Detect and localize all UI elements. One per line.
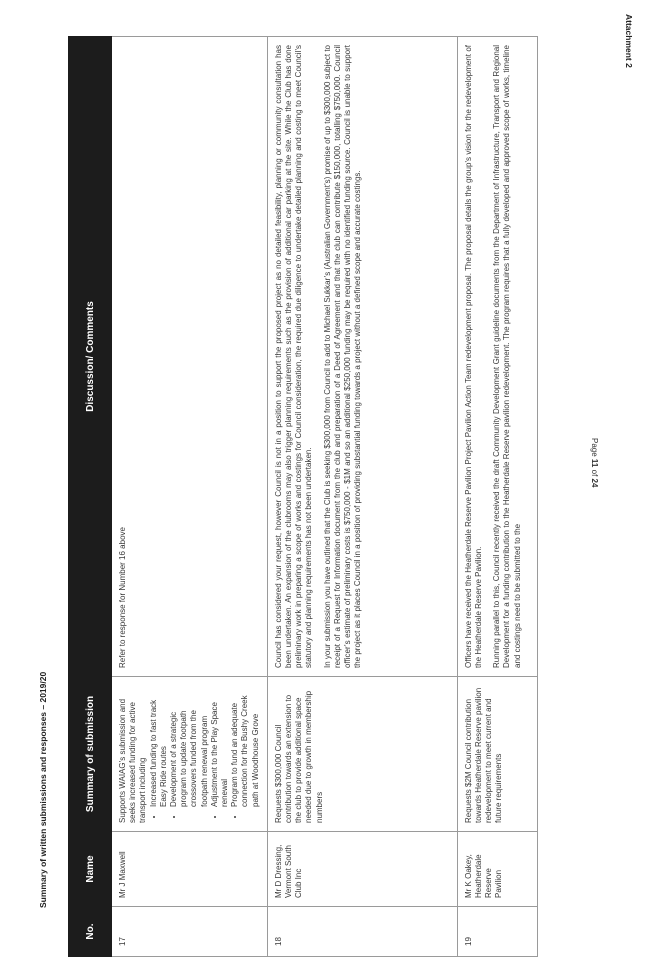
page-separator: of bbox=[590, 469, 599, 477]
row-number: 17 bbox=[112, 907, 268, 957]
page-total: 24 bbox=[590, 478, 599, 488]
table-row bbox=[112, 37, 268, 957]
table-header-row bbox=[69, 37, 112, 957]
summary-intro: Requests $300,000 Council contribution towards an extension to the club to provide additional space needed due to growth in membership numbers bbox=[273, 690, 324, 823]
column-header-summary: Summary of submission bbox=[69, 677, 112, 832]
row-discussion bbox=[457, 37, 537, 677]
table-row bbox=[267, 37, 457, 957]
row-number: 19 bbox=[457, 907, 537, 957]
submissions-table bbox=[68, 36, 538, 957]
row-number: 18 bbox=[267, 907, 457, 957]
discussion-paragraph: Council has considered your request, however Council is not in a position to support the proposed project as no detailed feasibility, planning or community consultation has been undertaken. An expansion of the clubrooms may also trigger planning requirements such as the provision of additional car parking at the site. While the Club has done preliminary work in preparing a scope of works and costings for Council consideration, the required due diligence to undertake detailed planning and costing to meet Council’s statutory and planning requirements has not been undertaken. bbox=[273, 45, 314, 668]
summary-bullet: • Adjustment to the Play Space renewal bbox=[210, 685, 230, 807]
summary-bullet: • Development of a strategic program to update footpath crossovers funded from the footpath renewal program bbox=[169, 685, 210, 807]
row-name: Mr J Maxwell bbox=[112, 832, 268, 907]
column-header-discussion: Discussion/ Comments bbox=[69, 37, 112, 677]
summary-bullet: • Increased funding to fast track Easy Ride routes bbox=[149, 685, 169, 807]
summary-bullet: • Program to fund an adequate connection for the Bushy Creek path at Woodhouse Grove bbox=[230, 685, 261, 807]
discussion-paragraph: Refer to response for Number 16 above bbox=[118, 527, 127, 668]
column-header-name: Name bbox=[69, 832, 112, 907]
row-discussion bbox=[267, 37, 457, 677]
discussion-paragraph: Running parallel to this, Council recently received the draft Community Development Grant guideline documents from the Department of Infrastructure, Transport and Regional Development for a funding contribution to the Heatherdale Reserve pavilion redevelopment. The program requires that a fully developed and approved scope of works, timeline and costings need to be submitted to the bbox=[492, 45, 522, 668]
column-header-no: No. bbox=[69, 907, 112, 957]
table-row bbox=[457, 37, 537, 957]
page-number bbox=[585, 438, 599, 498]
attachment-label: Attachment 2 bbox=[624, 14, 634, 68]
summary-intro: Supports WAIAG’s submission and seeks increased funding for active transport including bbox=[118, 698, 148, 823]
submissions-table-container bbox=[68, 37, 568, 957]
row-name: Mr D Dressing, Vermont South Club Inc bbox=[267, 832, 457, 907]
document-title: Summary of written submissions and responses – 2019/20 bbox=[38, 671, 48, 908]
row-name: Mr K Oakey, Heatherdale Reserve Pavilion bbox=[457, 832, 537, 907]
page-prefix: Page bbox=[590, 438, 599, 457]
row-summary bbox=[267, 677, 457, 832]
row-summary bbox=[112, 677, 268, 832]
row-discussion bbox=[112, 37, 268, 677]
discussion-paragraph: In your submission you have outlined that the Club is seeking $300,000 from Council to add to Michael Sukkar’s (Australian Government’s) promise of up to $300,000 subject to receipt of a Request for Information document from the club and preparation of a Deed of Agreement and that the club can contribute $150,000, totalling $750,000. Council officer’s estimate of preliminary costs is $750,000 - $1M and so an additional $250,000 funding may be required with no identified funding source. Council is unable to support the project as it places Council in a position of providing substantial funding towards a project without a defined scope and accurate costings. bbox=[322, 45, 363, 668]
summary-bullet-list bbox=[149, 685, 261, 823]
discussion-paragraph: Officers have received the Heatherdale Reserve Pavilion Project Pavilion Action Team redevelopment proposal. The proposal details the group’s vision for the redevelopment of the Heatherdale Reserve Pavilion. bbox=[463, 45, 484, 668]
summary-intro: Requests $2M Council contribution towards Heatherdale Reserve pavilion redevelopment to meet current and future requirements bbox=[463, 687, 504, 823]
page-current: 11 bbox=[590, 458, 599, 468]
row-summary bbox=[457, 677, 537, 832]
